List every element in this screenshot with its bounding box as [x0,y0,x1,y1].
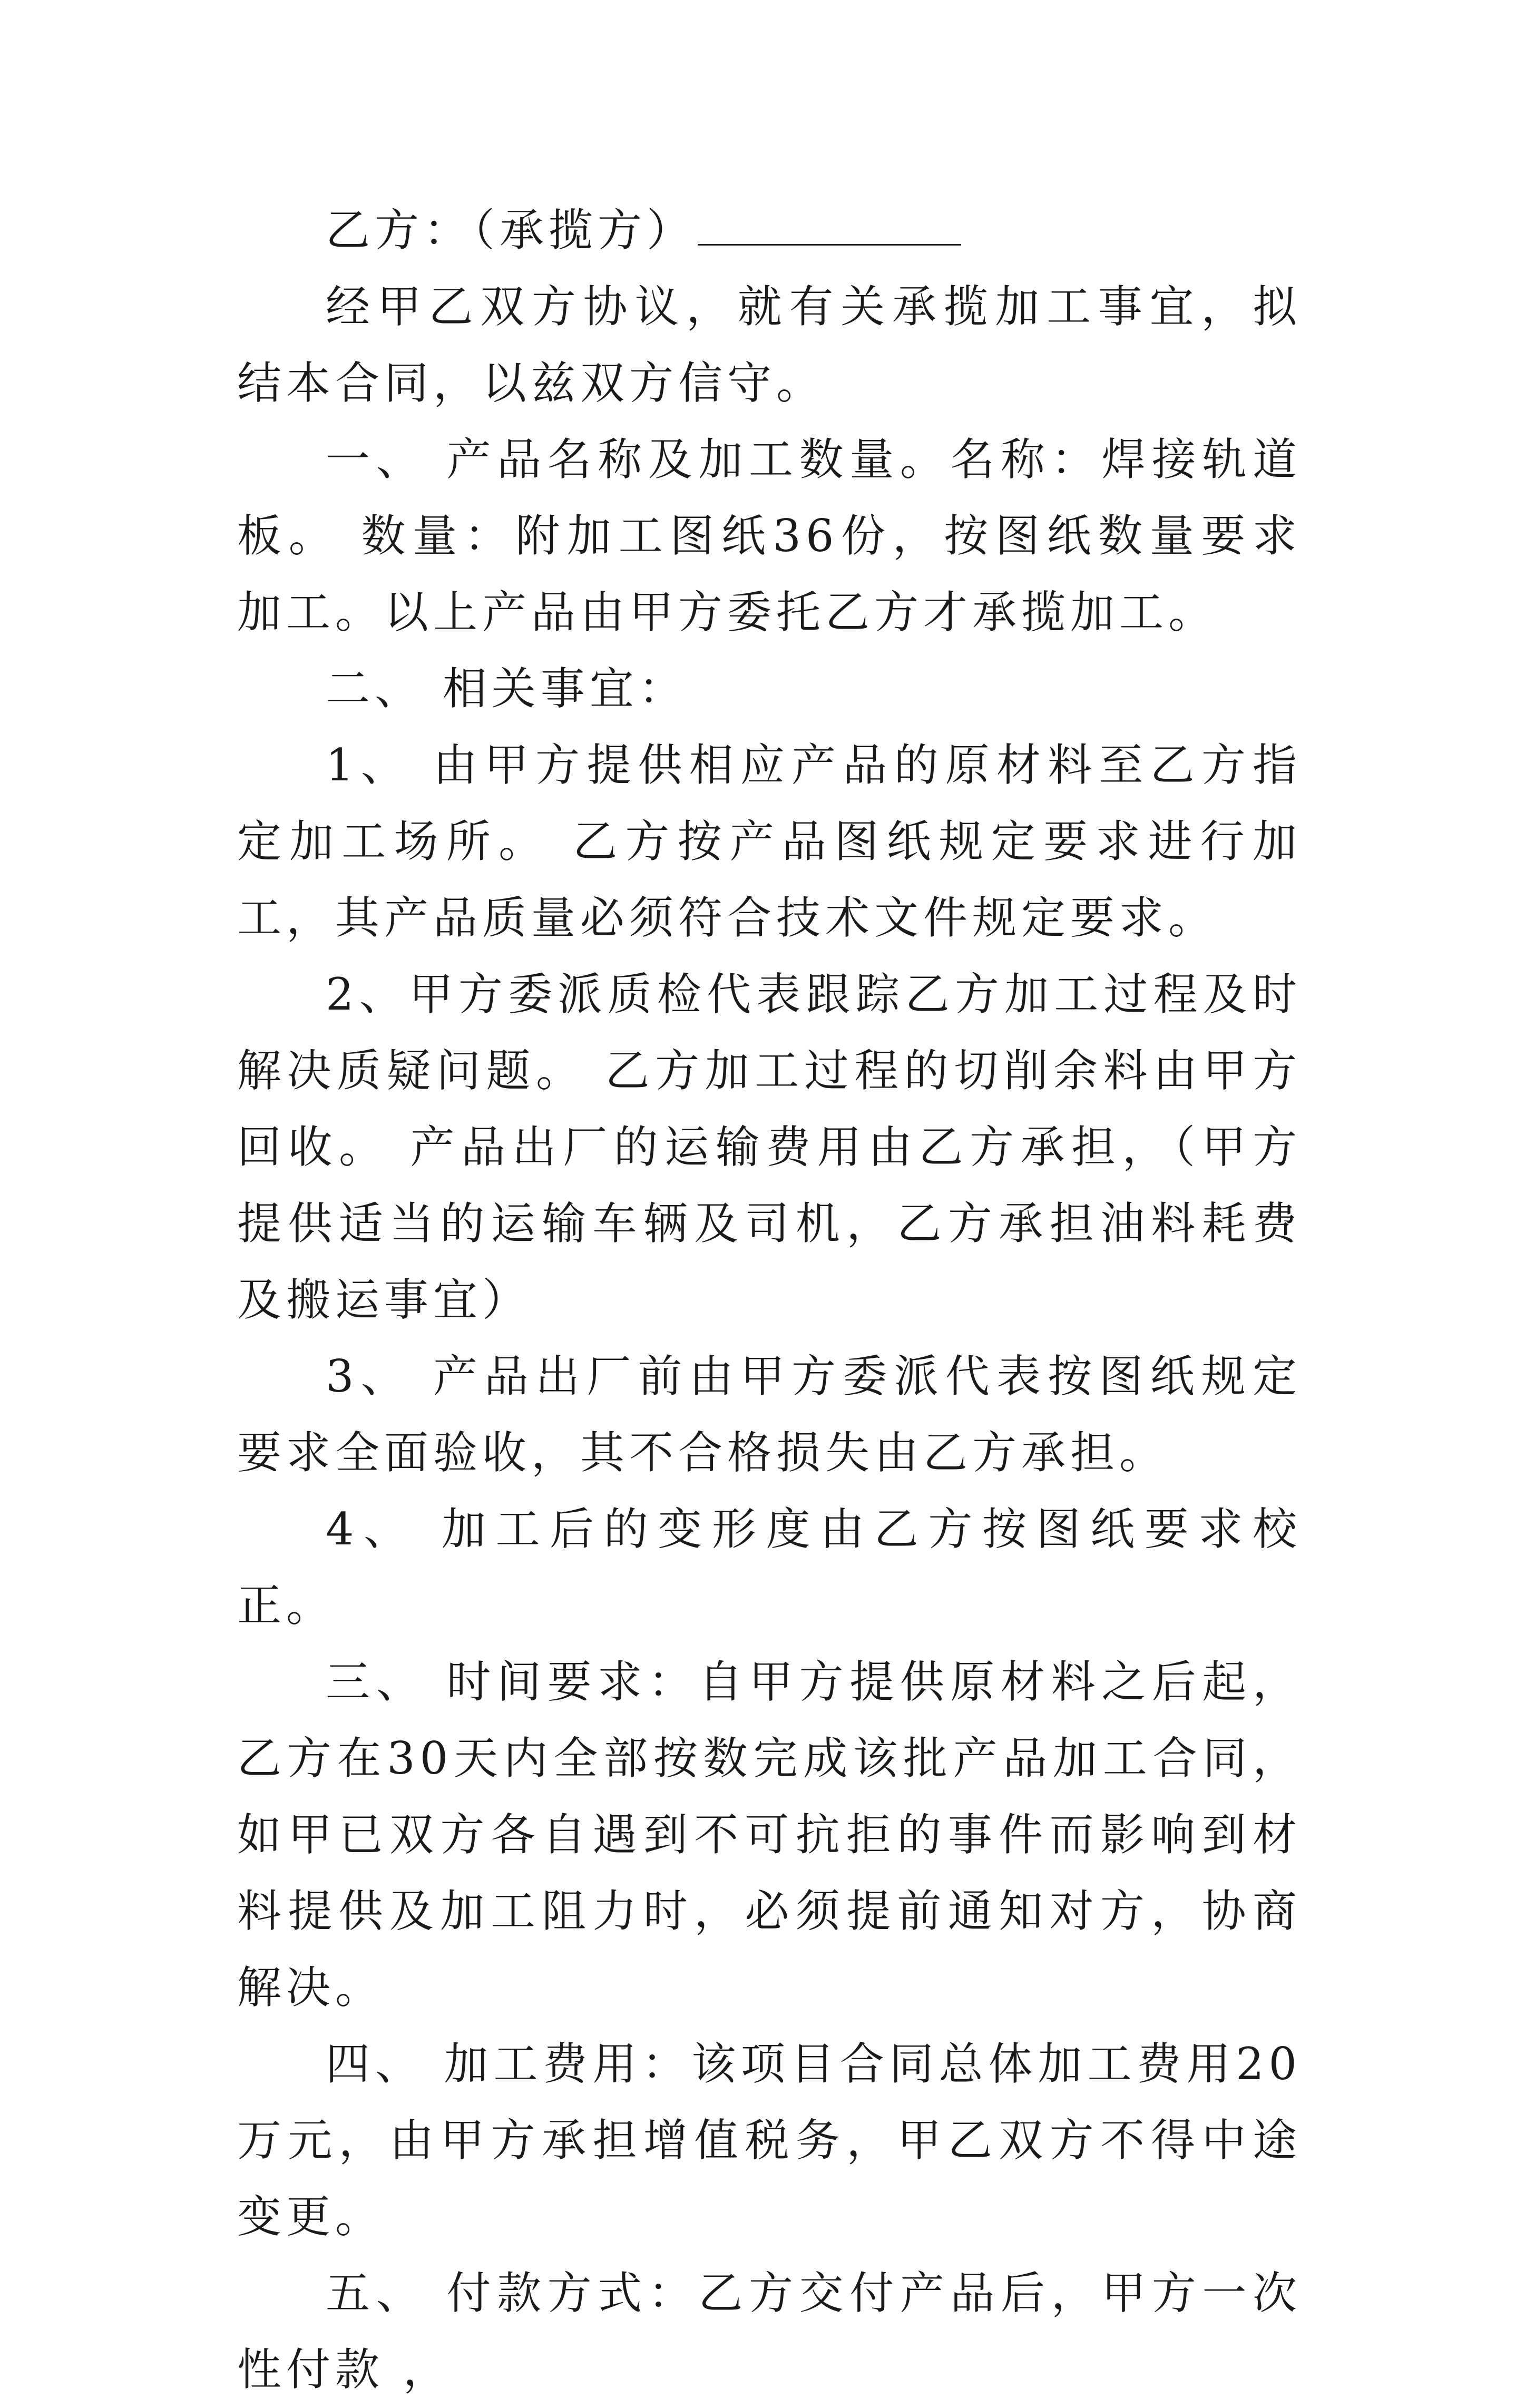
clause-3-time: 三、 时间要求：自甲方提供原材料之后起，乙方在30天内全部按数完成该批产品加工合同，如甲已双方各自遇到不可抗拒的事件而影响到材料提供及加工阻力时，必须提前通知对方，协商解决。 [237,1656,1302,2013]
clause-1-product: 一、 产品名称及加工数量。名称：焊接轨道板。 数量：附加工图纸36份，按图纸数量要求加工。以上产品由甲方委托乙方才承揽加工。 [237,434,1302,638]
clause-2-item-1: 1、 由甲方提供相应产品的原材料至乙方指定加工场所。 乙方按产品图纸规定要求进行加工，其产品质量必须符合技术文件规定要求。 [237,739,1302,944]
clause-2-heading: 二、 相关事宜： [326,663,688,714]
party-b-label: 乙方：（承揽方） [326,204,696,256]
party-b-line [237,192,1302,269]
intro-paragraph: 经甲乙双方协议，就有关承揽加工事宜，拟结本合同，以兹双方信守。 [237,281,1302,409]
clause-5-payment: 五、 付款方式：乙方交付产品后，甲方一次性付款 ， [237,2267,1302,2395]
clause-2-item-3: 3、 产品出厂前由甲方委派代表按图纸规定要求全面验收，其不合格损失由乙方承担。 [237,1350,1302,1479]
contract-body [237,192,1302,2408]
clause-2-item-4: 4、 加工后的变形度由乙方按图纸要求校正。 [237,1503,1302,1631]
clause-2-item-2: 2、甲方委派质检代表跟踪乙方加工过程及时解决质疑问题。 乙方加工过程的切削余料由甲方回收。 产品出厂的运输费用由乙方承担，（甲方提供适当的运输车辆及司机，乙方承担油料耗费及搬运事宜） [237,968,1302,1326]
clause-4-fee: 四、 加工费用：该项目合同总体加工费用20万元，由甲方承担增值税务，甲乙双方不得中途变更。 [237,2038,1302,2243]
party-b-blank [698,206,961,246]
